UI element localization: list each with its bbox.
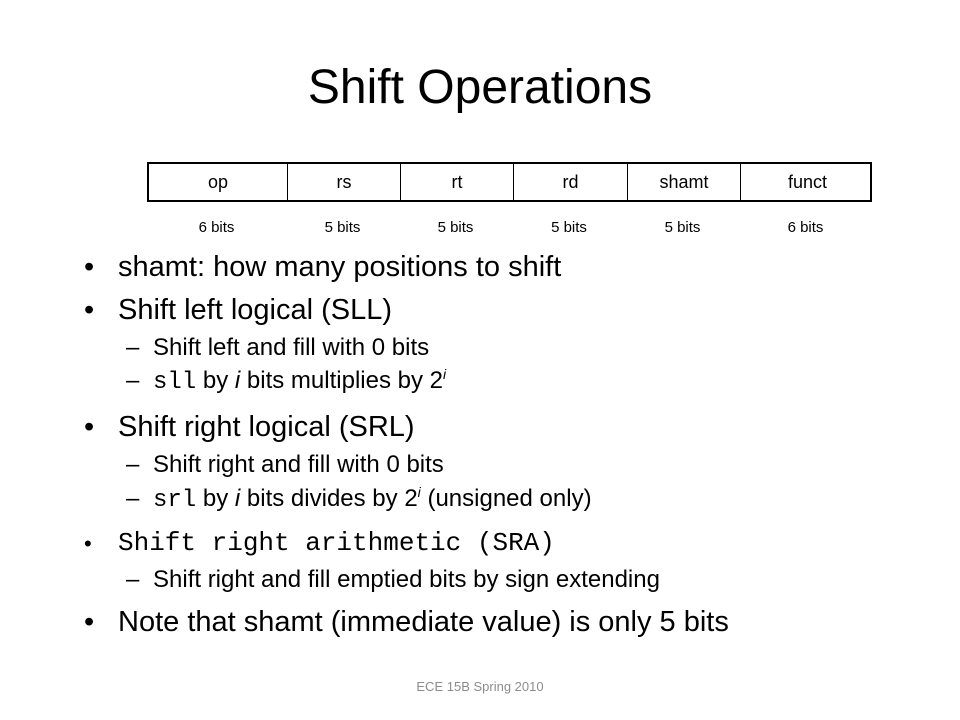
bullet-marker: • xyxy=(84,606,95,638)
field-rt: rt xyxy=(401,164,514,200)
text: (unsigned only) xyxy=(420,485,592,512)
slide-title: Shift Operations xyxy=(307,61,653,114)
italic-i: i xyxy=(234,367,241,394)
superscript-i: i xyxy=(443,366,447,382)
text: by xyxy=(196,485,235,512)
bullet-sra: Shift right arithmetic (SRA) xyxy=(118,528,555,558)
width-funct: 6 bits xyxy=(787,219,824,236)
width-shamt: 5 bits xyxy=(664,219,701,236)
width-rs: 5 bits xyxy=(324,219,361,236)
width-rd: 5 bits xyxy=(551,219,587,236)
superscript-i: i xyxy=(417,484,421,500)
sub-bullet-sll-fill: Shift left and fill with 0 bits xyxy=(153,334,430,361)
field-rd: rd xyxy=(514,164,628,200)
italic-i: i xyxy=(234,485,241,512)
code-sll: sll xyxy=(153,369,197,396)
field-funct: funct xyxy=(787,171,828,192)
field-rs: rs xyxy=(288,164,401,200)
text: by xyxy=(196,367,235,394)
bullet-marker: • xyxy=(84,251,95,283)
sub-bullet-sll-multiply xyxy=(153,366,446,398)
sub-bullet-sra-fill: Shift right and fill emptied bits by sign extending xyxy=(153,566,660,593)
width-op: 6 bits xyxy=(198,219,235,236)
sub-bullet-marker: – xyxy=(126,367,140,394)
sub-bullet-marker: – xyxy=(126,334,140,361)
sub-bullet-marker: – xyxy=(126,566,140,593)
text: bits multiplies by 2 xyxy=(240,367,443,394)
bullet-sll: Shift left logical (SLL) xyxy=(118,294,393,326)
slide-footer: ECE 15B Spring 2010 xyxy=(416,679,544,694)
sub-bullet-marker: – xyxy=(126,451,140,478)
code-srl: srl xyxy=(153,487,197,514)
bullet-srl: Shift right logical (SRL) xyxy=(118,411,415,443)
sub-bullet-srl-fill: Shift right and fill with 0 bits xyxy=(153,451,444,478)
sub-bullet-marker: – xyxy=(126,485,140,512)
bullet-marker: • xyxy=(84,411,95,443)
bullet-marker: • xyxy=(84,294,95,326)
sub-bullet-srl-divide xyxy=(153,484,592,516)
width-rt: 5 bits xyxy=(437,219,474,236)
bullet-shamt: shamt: how many positions to shift xyxy=(118,251,562,283)
bullet-marker: • xyxy=(84,531,92,556)
field-op: op xyxy=(149,164,288,200)
field-shamt: shamt xyxy=(628,164,741,200)
text: bits divides by 2 xyxy=(240,485,418,512)
bullet-shamt-note: Note that shamt (immediate value) is only 5 bits xyxy=(118,606,729,638)
